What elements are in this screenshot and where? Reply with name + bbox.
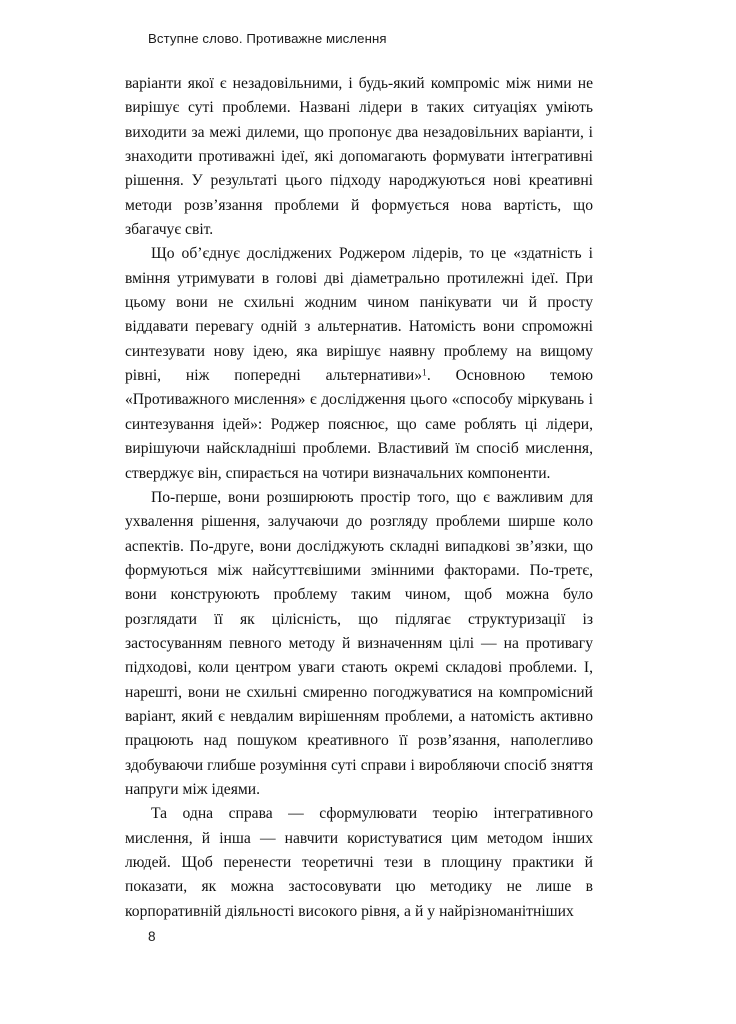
paragraph-4: Та одна справа — сформулювати теорію інтегративного мислення, й інша — навчити користуватися цим методом інших людей. Щоб перенести теоретичні тези в площину практики й показати, як можна застосовувати цю методику не лише в корпоративній діяльності високого рівня, а й у найрізноманітніших <box>125 805 593 920</box>
page-number: 8 <box>148 929 156 944</box>
paragraph-1: варіанти якої є незадовільними, і будь-який компроміс між ними не вирішує суті проблеми. Названі лідери в таких ситуаціях уміють виходити за межі дилеми, що пропонує два незадовільних варіанти, і знаходити противажні ідеї, які допомагають формувати інтегративні рішення. У результаті цього підходу народжуються нові креативні методи розв’язання проблеми й формується нова вартість, що збагачує світ. <box>125 75 593 239</box>
running-head: Вступне слово. Противажне мислення <box>148 31 387 46</box>
paragraph-2-text-before-note: Що об’єднує досліджених Роджером лідерів, то це «здатність і вміння утримувати в голові дві діаметрально протилежні ідеї. При цьому вони не схильні жодним чином панікувати чи й просту віддавати перевагу одній з альтернатив. Натомість вони спроможні синтезувати нову ідею, яка вирішує наявну проблему на вищому рівні, ніж попередні альтернативи» <box>125 245 593 385</box>
paragraph-3: По-перше, вони розширюють простір того, що є важливим для ухвалення рішення, залучаючи до розгляду проблеми ширше коло аспектів. По-друге, вони досліджують складні випадкові зв’язки, що формуються між найсуттєвішими змінними факторами. По-третє, вони конструюють проблему таким чином, щоб можна було розглядати її як цілісність, що підлягає структуризації із застосуванням певного методу й визначенням цілі — на противагу підходові, коли центром уваги стають окремі складові проблеми. І, нарешті, вони не схильні смиренно погоджуватися на компромісний варіант, який є невдалим вирішенням проблеми, а натомість активно працюють над пошуком креативного її розв’язання, наполегливо здобуваючи глибше розуміння суті справи і виробляючи спосіб зняття напруги між ідеями. <box>125 488 593 798</box>
paragraph-2 <box>125 242 593 485</box>
body-text-block <box>125 72 593 924</box>
footnote-marker: 1 <box>422 367 427 379</box>
paragraph-2-text-after-note: . Основною темою «Противажного мислення» є дослідження цього «способу міркувань і синтезування ідей»: Роджер пояснює, що саме роблять ці лідери, вирішуючи найскладніші проблеми. Властивий їм спосіб мислення, стверджує він, спирається на чотири визначальних компоненти. <box>125 367 593 482</box>
